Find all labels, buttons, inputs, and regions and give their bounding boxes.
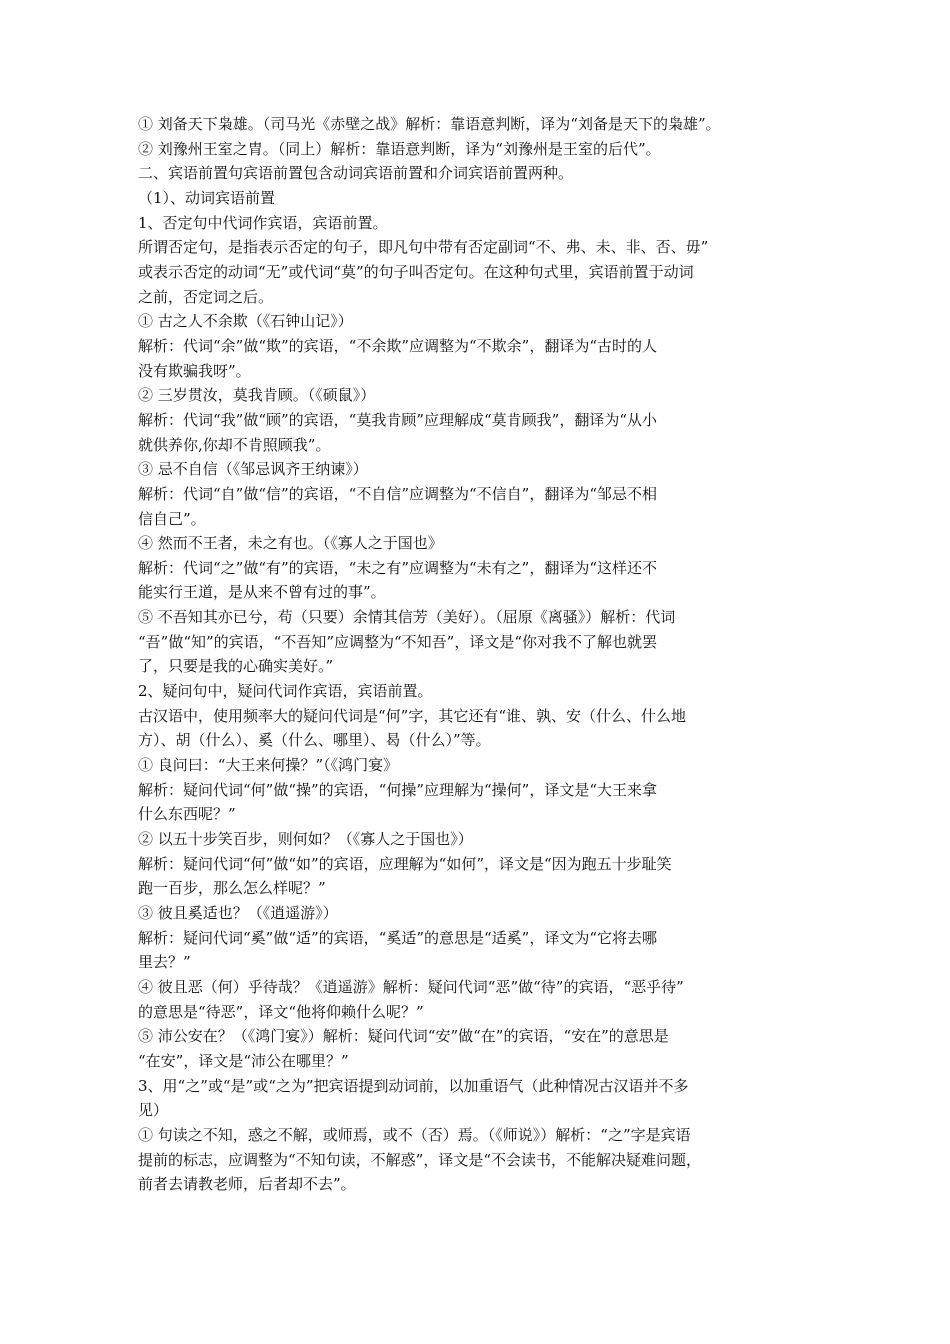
text-line: ⑤ 沛公安在？（《鸿门宴》）解析：疑问代词“安”做“在”的宾语，“安在”的意思是 — [138, 1027, 669, 1046]
text-line: “吾”做“知”的宾语，“不吾知”应调整为“不知吾”，译文是“你对我不了解也就罢 — [138, 632, 658, 651]
text-line: 2、疑问句中，疑问代词作宾语，宾语前置。 — [138, 682, 433, 701]
text-line: 解析：代词“之”做“有”的宾语，“未之有”应调整为“未有之”，翻译为“这样还不 — [138, 558, 658, 577]
text-line: ④ 然而不王者，未之有也。（《寡人之于国也》 — [138, 534, 443, 553]
text-line: 之前，否定词之后。 — [138, 287, 274, 306]
text-line: 提前的标志，应调整为“不知句读，不解惑”，译文是“不会读书，不能解决疑难问题， — [138, 1150, 702, 1169]
text-line: ② 刘豫州王室之胄。（同上）解析：靠语意判断，译为“刘豫州是王室的后代”。 — [138, 139, 661, 158]
text-line: 见） — [138, 1101, 169, 1120]
text-line: 解析：代词“自”做“信”的宾语，“不自信”应调整为“不信自”，翻译为“邹忌不相 — [138, 484, 658, 503]
text-line: 里去？” — [138, 953, 191, 972]
text-line: ① 句读之不知，惑之不解，或师焉，或不（否）焉。（《师说》）解析：“之”字是宾语 — [138, 1125, 691, 1144]
text-line: 就供养你,你却不肯照顾我”。 — [138, 435, 331, 454]
text-line: ② 以五十步笑百步，则何如？（《寡人之于国也》） — [138, 830, 473, 849]
text-line: 或表示否定的动词“无”或代词“莫”的句子叫否定句。在这种句式里，宾语前置于动词 — [138, 262, 694, 281]
text-line: 解析：疑问代词“何”做“如”的宾语，应理解为“如何”，译文是“因为跑五十步耻笑 — [138, 854, 672, 873]
text-line: “在安”，译文是“沛公在哪里？” — [138, 1051, 349, 1070]
text-line: 信自己”。 — [138, 509, 206, 528]
text-line: 的意思是“待恶”，译文“他将仰赖什么呢？” — [138, 1002, 424, 1021]
text-line: 解析：代词“余”做“欺”的宾语，“不余欺”应调整为“不欺余”，翻译为“古时的人 — [138, 336, 658, 355]
text-line: ⑤ 不吾知其亦已兮，苟（只要）余情其信芳（美好）。（屈原《离骚》）解析：代词 — [138, 608, 676, 627]
document-body — [138, 112, 818, 1197]
text-line: ① 古之人不余欺（《石钟山记》） — [138, 312, 353, 331]
text-line: 前者去请教老师，后者却不去”。 — [138, 1175, 356, 1194]
text-line: 3、用“之”或“是”或“之为”把宾语提到动词前，以加重语气（此种情况古汉语并不多 — [138, 1076, 689, 1095]
text-line: 没有欺骗我呀”。 — [138, 361, 251, 380]
text-line: ③ 忌不自信（《邹忌讽齐王纳谏》） — [138, 460, 368, 479]
text-line: ① 刘备天下枭雄。（司马光《赤壁之战》解析：靠语意判断，译为“刘备是天下的枭雄”。 — [138, 115, 721, 133]
text-line: 了，只要是我的心确实美好。” — [138, 657, 334, 676]
text-line: ② 三岁贯汝，莫我肯顾。（《硕鼠》） — [138, 386, 376, 405]
text-line: 解析：疑问代词“何”做“操”的宾语，“何操”应理解为“操何”，译文是“大王来拿 — [138, 780, 658, 799]
text-line: 解析：疑问代词“奚”做“适”的宾语，“奚适”的意思是“适奚”，译文为“它将去哪 — [138, 928, 658, 947]
text-line: 能实行王道，是从来不曾有过的事”。 — [138, 583, 386, 602]
text-line: 二、宾语前置句宾语前置包含动词宾语前置和介词宾语前置两种。 — [138, 164, 574, 183]
text-line: （1）、动词宾语前置 — [138, 188, 276, 207]
text-line: 方）、胡（什么）、奚（什么、哪里）、曷（什么）”等。 — [138, 731, 491, 750]
text-line: 解析：代词“我”做“顾”的宾语，“莫我肯顾”应理解成“莫肯顾我”，翻译为“从小 — [138, 410, 658, 429]
text-line: 1、否定句中代词作宾语，宾语前置。 — [138, 213, 388, 232]
text-line: 所谓否定句，是指表示否定的句子，即凡句中带有否定副词“不、弗、未、非、否、毋” — [138, 238, 709, 257]
text-line: ① 良问曰：“大王来何操？”（《鸿门宴》 — [138, 756, 399, 775]
text-line: ④ 彼且恶（何）乎待哉？《逍遥游》解析：疑问代词“恶”做“待”的宾语，“恶乎待” — [138, 977, 684, 996]
text-line: 古汉语中，使用频率大的疑问代词是“何”字，其它还有“谁、孰、安（什么、什么地 — [138, 706, 687, 725]
text-line: 跑一百步，那么怎么样呢？” — [138, 879, 326, 898]
text-line: 什么东西呢？” — [138, 805, 236, 824]
text-line: ③ 彼且奚适也？（《逍遥游》） — [138, 904, 338, 922]
